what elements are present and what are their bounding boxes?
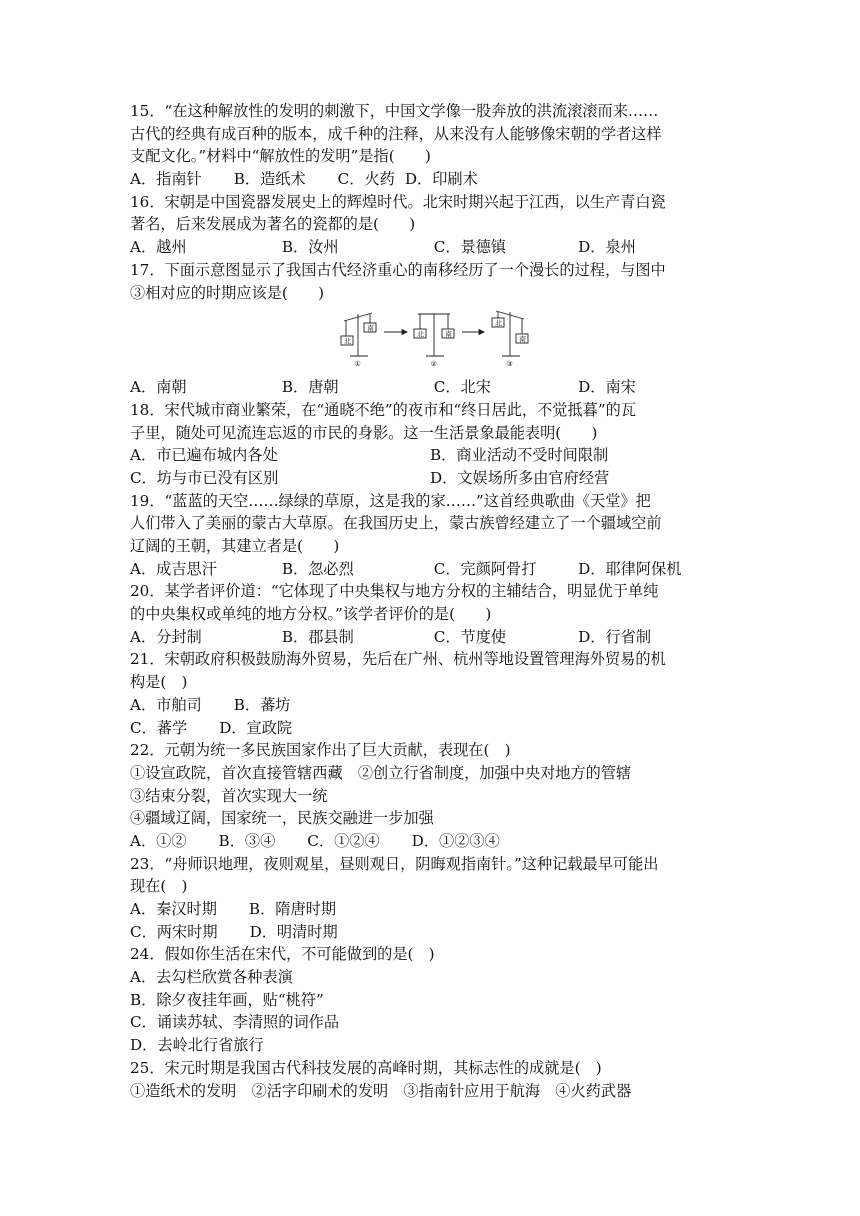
north-label: 北 (344, 337, 351, 346)
scale-3 (492, 311, 528, 356)
option-c: C．北宋 (433, 378, 491, 397)
answer-options (130, 558, 730, 581)
figure-label-1: ① (354, 360, 361, 369)
option-b: B．隋唐时期 (248, 900, 337, 918)
arrow-1 (384, 330, 407, 335)
option-a: A．南朝 (130, 378, 187, 397)
option-b: B．唐朝 (281, 378, 339, 397)
answer-options (130, 444, 730, 467)
question-text-line: 25．宋元时期是我国古代科技发展的高峰时期，其标志性的成就是( ) (130, 1058, 602, 1077)
option-d: D．耶律阿保机 (578, 559, 682, 578)
option-b: B．蕃坊 (233, 695, 291, 714)
answer-options (130, 376, 730, 399)
option-d: D．明清时期 (249, 922, 338, 941)
balance-scale-figure (338, 306, 530, 372)
option-a: A．成吉思汗 (130, 559, 217, 578)
option-d: D．去岭北行省旅行 (130, 1036, 264, 1055)
option-d: D．泉州 (578, 238, 636, 257)
south-label: 南 (519, 335, 526, 344)
question-text-line: ①造纸术的发明 ②活字印刷术的发明 ③指南针应用于航海 ④火药武器 (130, 1081, 632, 1100)
option-c: C．火药 (337, 170, 395, 189)
question-text-line: 15．“在这种解放性的发明的刺激下，中国文学像一股奔放的洪流滚滚而来…… (130, 102, 659, 120)
question-text-line: 著名，后来发展成为著名的瓷都的是( ) (130, 215, 416, 234)
economic-center-diagram (130, 306, 730, 372)
option-c: C．坊与市已没有区别 (130, 468, 279, 487)
option-a: A．秦汉时期 (130, 900, 217, 918)
question-text-line: 古代的经典有成百种的版本，成千种的注释，从来没有人能够像宋朝的学者这样 (130, 124, 662, 143)
answer-options (130, 694, 730, 717)
option-d: D．宣政院 (219, 718, 293, 737)
question-text-line: 人们带入了美丽的蒙古大草原。在我国历史上，蒙古族曾经建立了一个疆域空前 (130, 514, 662, 533)
option-c: C．景德镇 (433, 238, 507, 257)
option-b: B．汝州 (281, 238, 339, 257)
option-a: A．市舶司 (130, 695, 202, 714)
answer-options (130, 236, 730, 259)
question-18 (130, 399, 730, 490)
option-b: B．造纸术 (233, 170, 306, 189)
question-list (130, 100, 730, 1102)
south-label: 南 (367, 324, 374, 333)
question-text-line: ①设宣政院，首次直接管辖西藏 ②创立行省制度，加强中央对地方的管辖 (130, 763, 632, 782)
question-text-line: 的中央集权或单纯的地方分权。”该学者评价的是( ) (130, 605, 492, 624)
answer-options (130, 921, 730, 944)
south-label: 南 (445, 330, 452, 339)
question-text-line: 21．宋朝政府积极鼓励海外贸易，先后在广州、杭州等地设置管理海外贸易的机 (130, 650, 666, 669)
answer-options (130, 467, 730, 490)
option-b: B．商业活动不受时间限制 (430, 446, 609, 465)
question-text-line: 子里，随处可见流连忘返的市民的身影。这一生活景象最能表明( ) (130, 423, 598, 442)
question-text-line: 辽阔的王朝，其建立者是( ) (130, 537, 340, 555)
question-text-line: 23．“舟师识地理，夜则观星，昼则观日，阴晦观指南针。”这种记载最早可能出 (130, 854, 659, 873)
option-a: A．①② (130, 831, 187, 850)
answer-options (130, 717, 730, 740)
north-label: 北 (495, 319, 502, 328)
question-22 (130, 739, 730, 852)
option-c: C．完颜阿骨打 (433, 559, 537, 578)
question-text-line: 17．下面示意图显示了我国古代经济重心的南移经历了一个漫长的过程，与图中 (130, 260, 666, 279)
question-20 (130, 580, 730, 648)
option-c: C．诵读苏轼、李清照的词作品 (130, 1013, 340, 1032)
option-d: D．行省制 (578, 627, 652, 646)
answer-options (130, 626, 730, 649)
question-19 (130, 490, 730, 581)
question-text-line: ③相对应的时期应该是( ) (130, 283, 325, 302)
option-c: C．①②④ (307, 831, 380, 850)
option-c: C．蕃学 (130, 718, 188, 737)
arrow-2 (462, 330, 484, 335)
question-text-line: 16．宋朝是中国瓷器发展史上的辉煌时代。北宋时期兴起于江西，以生产青白瓷 (130, 192, 666, 211)
question-24 (130, 943, 730, 1056)
question-text-line: 18．宋代城市商业繁荣，在“通晓不绝”的夜市和“终日居此，不觉抵暮”的瓦 (130, 400, 637, 419)
figure-label-3: ③ (506, 360, 513, 369)
question-21 (130, 648, 730, 739)
question-23 (130, 853, 730, 944)
option-a: A．分封制 (130, 627, 202, 646)
question-25 (130, 1057, 730, 1102)
option-c: C．两宋时期 (130, 922, 218, 941)
figure-label-2: ② (430, 360, 437, 369)
answer-options (130, 168, 730, 191)
question-text-line: 20．某学者评价道：“它体现了中央集权与地方分权的主辅结合，明显优于单纯 (130, 582, 659, 601)
question-text-line: 19．“蓝蓝的天空……绿绿的草原，这是我的家……”这首经典歌曲《天堂》把 (130, 491, 651, 510)
option-b: B．除夕夜挂年画，贴“桃符” (130, 990, 324, 1009)
scale-1 (341, 313, 376, 356)
option-a: A．市已遍布城内各处 (130, 446, 278, 465)
option-d: D．南宋 (578, 378, 636, 397)
question-text-line: 支配文化。”材料中“解放性的发明”是指( ) (130, 147, 431, 166)
question-15 (130, 100, 730, 191)
option-a: A．指南针 (130, 170, 202, 189)
question-text-line: 构是( ) (130, 673, 188, 692)
answer-options (130, 898, 730, 921)
option-d: D．文娱场所多由官府经营 (430, 468, 610, 487)
option-a: A．越州 (130, 238, 187, 257)
north-label: 北 (417, 330, 424, 339)
option-b: B．③④ (218, 831, 276, 850)
question-text-line: ④疆域辽阔，国家统一，民族交融进一步加强 (130, 809, 434, 828)
question-text-line: ③结束分裂，首次实现大一统 (130, 786, 328, 805)
option-b: B．忽必烈 (281, 559, 354, 578)
option-a: A．去勾栏欣赏各种表演 (130, 968, 293, 987)
question-text-line: 24．假如你生活在宋代，不可能做到的是( ) (130, 945, 435, 964)
option-d: D．①②③④ (411, 831, 500, 850)
answer-options (130, 830, 730, 853)
option-c: C．节度使 (433, 627, 507, 646)
question-text-line: 22．元朝为统一多民族国家作出了巨大贡献，表现在( ) (130, 741, 511, 760)
question-16 (130, 191, 730, 259)
option-d: D．印刷术 (404, 170, 478, 189)
question-17 (130, 259, 730, 399)
option-b: B．郡县制 (281, 627, 354, 646)
question-text-line: 现在( ) (130, 877, 188, 896)
